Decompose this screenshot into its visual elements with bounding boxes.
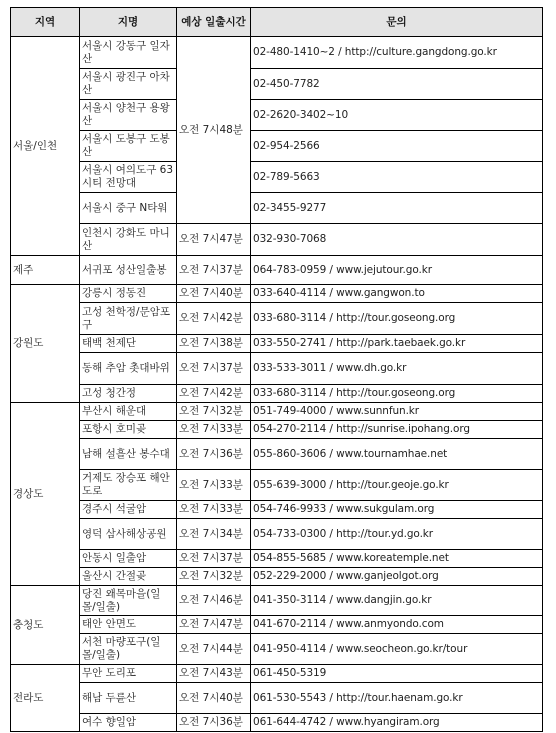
- sunrise-time-cell: 오전 7시33분: [177, 470, 251, 501]
- table-row: [11, 519, 543, 550]
- place-cell: 인천시 강화도 마니산: [80, 224, 177, 256]
- table-body: [11, 37, 543, 732]
- table-row: [11, 550, 543, 568]
- sunrise-time-cell: 오전 7시38분: [177, 335, 251, 353]
- sunrise-time-cell: 오전 7시42분: [177, 385, 251, 403]
- table-row: [11, 224, 543, 256]
- sunrise-time-cell: 오전 7시48분: [177, 37, 251, 224]
- table-row: [11, 335, 543, 353]
- contact-cell: 033-550-2741 / http://park.taebaek.go.kr: [251, 335, 543, 353]
- place-cell: 태백 천제단: [80, 335, 177, 353]
- sunrise-table: [10, 7, 543, 732]
- sunrise-time-cell: 오전 7시40분: [177, 683, 251, 714]
- place-cell: 서울시 양천구 용왕산: [80, 100, 177, 131]
- table-row: [11, 303, 543, 335]
- contact-cell: 061-450-5319: [251, 665, 543, 683]
- sunrise-time-cell: 오전 7시33분: [177, 421, 251, 439]
- contact-cell: 061-644-4742 / www.hyangiram.org: [251, 714, 543, 732]
- contact-cell: 02-789-5663: [251, 162, 543, 193]
- place-cell: 당진 왜목마을(일몰/일출): [80, 586, 177, 616]
- table-row: [11, 616, 543, 634]
- contact-cell: 055-860-3606 / www.tournamhae.net: [251, 439, 543, 470]
- contact-cell: 055-639-3000 / http://tour.geoje.go.kr: [251, 470, 543, 501]
- contact-cell: 02-3455-9277: [251, 193, 543, 224]
- place-cell: 고성 청간정: [80, 385, 177, 403]
- contact-cell: 032-930-7068: [251, 224, 543, 256]
- contact-cell: 02-2620-3402~10: [251, 100, 543, 131]
- region-cell: 경상도: [11, 403, 80, 586]
- contact-cell: 041-350-3114 / www.dangjin.go.kr: [251, 586, 543, 616]
- contact-cell: 033-680-3114 / http://tour.goseong.org: [251, 385, 543, 403]
- place-cell: 포항시 호미곶: [80, 421, 177, 439]
- sunrise-time-cell: 오전 7시37분: [177, 353, 251, 385]
- table-row: [11, 385, 543, 403]
- header-contact: 문의: [251, 8, 543, 37]
- place-cell: 울산시 간절곶: [80, 568, 177, 586]
- region-cell: 제주: [11, 256, 80, 285]
- sunrise-time-cell: 오전 7시47분: [177, 224, 251, 256]
- table-row: [11, 714, 543, 732]
- contact-cell: 041-670-2114 / www.anmyondo.com: [251, 616, 543, 634]
- table-row: [11, 37, 543, 69]
- region-cell: 충청도: [11, 586, 80, 665]
- sunrise-time-cell: 오전 7시47분: [177, 616, 251, 634]
- sunrise-time-cell: 오전 7시34분: [177, 519, 251, 550]
- table-row: [11, 256, 543, 285]
- place-cell: 서울시 중구 N타워: [80, 193, 177, 224]
- place-cell: 서울시 여의도구 63시티 전망대: [80, 162, 177, 193]
- sunrise-time-cell: 오전 7시40분: [177, 285, 251, 303]
- place-cell: 서울시 광진구 아차산: [80, 69, 177, 100]
- sunrise-time-cell: 오전 7시33분: [177, 501, 251, 519]
- sunrise-time-cell: 오전 7시36분: [177, 439, 251, 470]
- contact-cell: 02-480-1410~2 / http://culture.gangdong.go.kr: [251, 37, 543, 69]
- place-cell: 강릉시 정동진: [80, 285, 177, 303]
- region-cell: 강원도: [11, 285, 80, 403]
- table-header: [11, 8, 543, 37]
- table-row: [11, 69, 543, 100]
- header-place: 지명: [80, 8, 177, 37]
- table-row: [11, 403, 543, 421]
- contact-cell: 041-950-4114 / www.seocheon.go.kr/tour: [251, 634, 543, 665]
- sunrise-time-cell: 오전 7시37분: [177, 256, 251, 285]
- table-row: [11, 501, 543, 519]
- sunrise-time-cell: 오전 7시32분: [177, 568, 251, 586]
- header-row: [11, 8, 543, 37]
- sunrise-time-cell: 오전 7시42분: [177, 303, 251, 335]
- place-cell: 여수 향일암: [80, 714, 177, 732]
- contact-cell: 054-746-9933 / www.sukgulam.org: [251, 501, 543, 519]
- contact-cell: 033-533-3011 / www.dh.go.kr: [251, 353, 543, 385]
- table-row: [11, 193, 543, 224]
- place-cell: 경주시 석굴암: [80, 501, 177, 519]
- place-cell: 태안 안면도: [80, 616, 177, 634]
- place-cell: 영덕 삼사해상공원: [80, 519, 177, 550]
- place-cell: 해남 두륜산: [80, 683, 177, 714]
- contact-cell: 033-680-3114 / http://tour.goseong.org: [251, 303, 543, 335]
- header-sunrise-time: 예상 일출시간: [177, 8, 251, 37]
- contact-cell: 033-640-4114 / www.gangwon.to: [251, 285, 543, 303]
- table-row: [11, 353, 543, 385]
- header-region: 지역: [11, 8, 80, 37]
- table-row: [11, 131, 543, 162]
- contact-cell: 052-229-2000 / www.ganjeolgot.org: [251, 568, 543, 586]
- contact-cell: 02-450-7782: [251, 69, 543, 100]
- table-row: [11, 470, 543, 501]
- place-cell: 서천 마량포구(일몰/일출): [80, 634, 177, 665]
- contact-cell: 054-855-5685 / www.koreatemple.net: [251, 550, 543, 568]
- place-cell: 무안 도리포: [80, 665, 177, 683]
- place-cell: 고성 천학정/문암포구: [80, 303, 177, 335]
- contact-cell: 064-783-0959 / www.jejutour.go.kr: [251, 256, 543, 285]
- place-cell: 부산시 해운대: [80, 403, 177, 421]
- place-cell: 서귀포 성산일출봉: [80, 256, 177, 285]
- sunrise-time-cell: 오전 7시37분: [177, 550, 251, 568]
- contact-cell: 051-749-4000 / www.sunnfun.kr: [251, 403, 543, 421]
- table-row: [11, 634, 543, 665]
- sunrise-time-cell: 오전 7시44분: [177, 634, 251, 665]
- table-row: [11, 100, 543, 131]
- sunrise-time-cell: 오전 7시46분: [177, 586, 251, 616]
- place-cell: 서울시 도봉구 도봉산: [80, 131, 177, 162]
- table-row: [11, 421, 543, 439]
- contact-cell: 054-270-2114 / http://sunrise.ipohang.org: [251, 421, 543, 439]
- table-row: [11, 285, 543, 303]
- contact-cell: 02-954-2566: [251, 131, 543, 162]
- place-cell: 서울시 강동구 일자산: [80, 37, 177, 69]
- region-cell: 서울/인천: [11, 37, 80, 256]
- region-cell: 전라도: [11, 665, 80, 732]
- place-cell: 남해 설흘산 봉수대: [80, 439, 177, 470]
- place-cell: 안동시 일출암: [80, 550, 177, 568]
- table-row: [11, 162, 543, 193]
- contact-cell: 061-530-5543 / http://tour.haenam.go.kr: [251, 683, 543, 714]
- table-row: [11, 439, 543, 470]
- sunrise-time-cell: 오전 7시36분: [177, 714, 251, 732]
- sunrise-time-cell: 오전 7시32분: [177, 403, 251, 421]
- table-row: [11, 683, 543, 714]
- place-cell: 거제도 장승포 해안도로: [80, 470, 177, 501]
- table-row: [11, 586, 543, 616]
- contact-cell: 054-733-0300 / http://tour.yd.go.kr: [251, 519, 543, 550]
- place-cell: 동해 추암 촛대바위: [80, 353, 177, 385]
- table-row: [11, 665, 543, 683]
- table-row: [11, 568, 543, 586]
- sunrise-time-cell: 오전 7시43분: [177, 665, 251, 683]
